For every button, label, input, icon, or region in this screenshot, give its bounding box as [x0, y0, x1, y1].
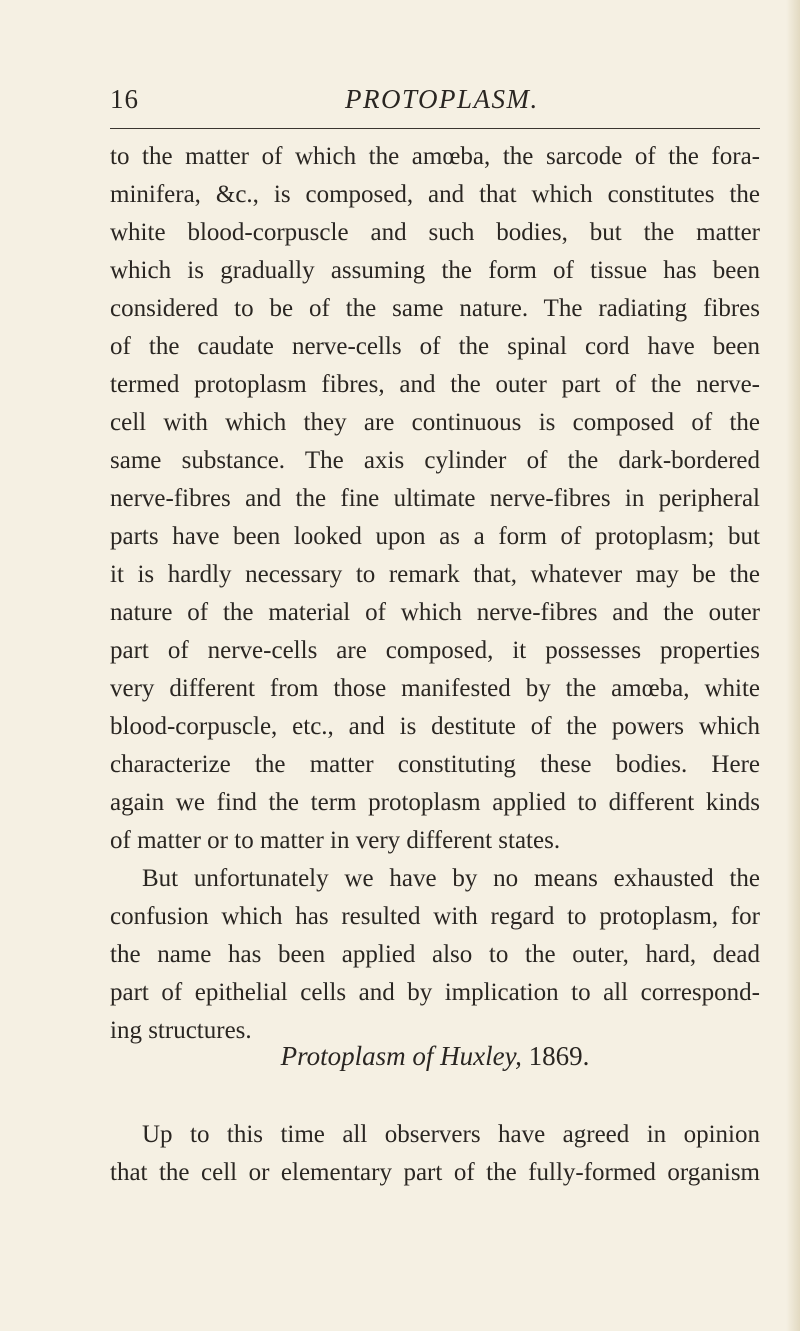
- running-title: PROTOPLASM.: [345, 84, 539, 114]
- text-line: of matter or to matter in very different states.: [110, 827, 561, 854]
- header-rule: [110, 128, 760, 129]
- paragraph-2: [110, 860, 760, 1050]
- text-line: But unfortunately we have by no means exhausted the: [142, 865, 760, 892]
- text-line: of the caudate nerve-cells of the spinal cord have been: [110, 333, 760, 360]
- paragraph-3: [110, 1116, 760, 1192]
- text-line: ing structures.: [110, 1017, 252, 1044]
- text-line: considered to be of the same nature. The radiating fibres: [110, 295, 760, 322]
- paragraph-1: [110, 138, 760, 860]
- page-number: 16: [110, 84, 139, 114]
- text-line: part of epithelial cells and by implication to all correspond-: [110, 979, 760, 1006]
- body-text: [110, 138, 760, 1050]
- text-line: same substance. The axis cylinder of the dark-bordered: [110, 447, 760, 474]
- text-line: that the cell or elementary part of the fully-formed organism: [110, 1159, 760, 1186]
- text-line: minifera, &c., is composed, and that which constitutes the: [110, 181, 760, 208]
- text-line: part of nerve-cells are composed, it possesses properties: [110, 637, 760, 664]
- text-line: the name has been applied also to the outer, hard, dead: [110, 941, 760, 968]
- text-line: to the matter of which the amœba, the sarcode of the fora-: [110, 143, 760, 170]
- section-heading-title: Protoplasm of Huxley,: [280, 1041, 522, 1071]
- text-line: again we find the term protoplasm applied to different kinds: [110, 789, 760, 816]
- text-line: nature of the material of which nerve-fibres and the outer: [110, 599, 760, 626]
- text-line: which is gradually assuming the form of tissue has been: [110, 257, 760, 284]
- text-line: white blood-corpuscle and such bodies, but the matter: [110, 219, 760, 246]
- text-line: very different from those manifested by the amœba, white: [110, 675, 760, 702]
- text-line: parts have been looked upon as a form of protoplasm; but: [110, 523, 760, 550]
- page-header: [110, 84, 760, 124]
- text-line: it is hardly necessary to remark that, whatever may be the: [110, 561, 760, 588]
- text-line: cell with which they are continuous is composed of the: [110, 409, 760, 436]
- page-edge: [786, 0, 800, 1331]
- text-line: nerve-fibres and the fine ultimate nerve-fibres in peripheral: [110, 485, 760, 512]
- text-line: blood-corpuscle, etc., and is destitute of the powers which: [110, 713, 760, 740]
- text-line: confusion which has resulted with regard to protoplasm, for: [110, 903, 760, 930]
- text-line: characterize the matter constituting these bodies. Here: [110, 751, 760, 778]
- section-heading: [110, 1036, 760, 1076]
- text-line: Up to this time all observers have agreed in opinion: [142, 1121, 760, 1148]
- section-heading-year: 1869.: [528, 1041, 590, 1071]
- text-line: termed protoplasm fibres, and the outer part of the nerve-: [110, 371, 760, 398]
